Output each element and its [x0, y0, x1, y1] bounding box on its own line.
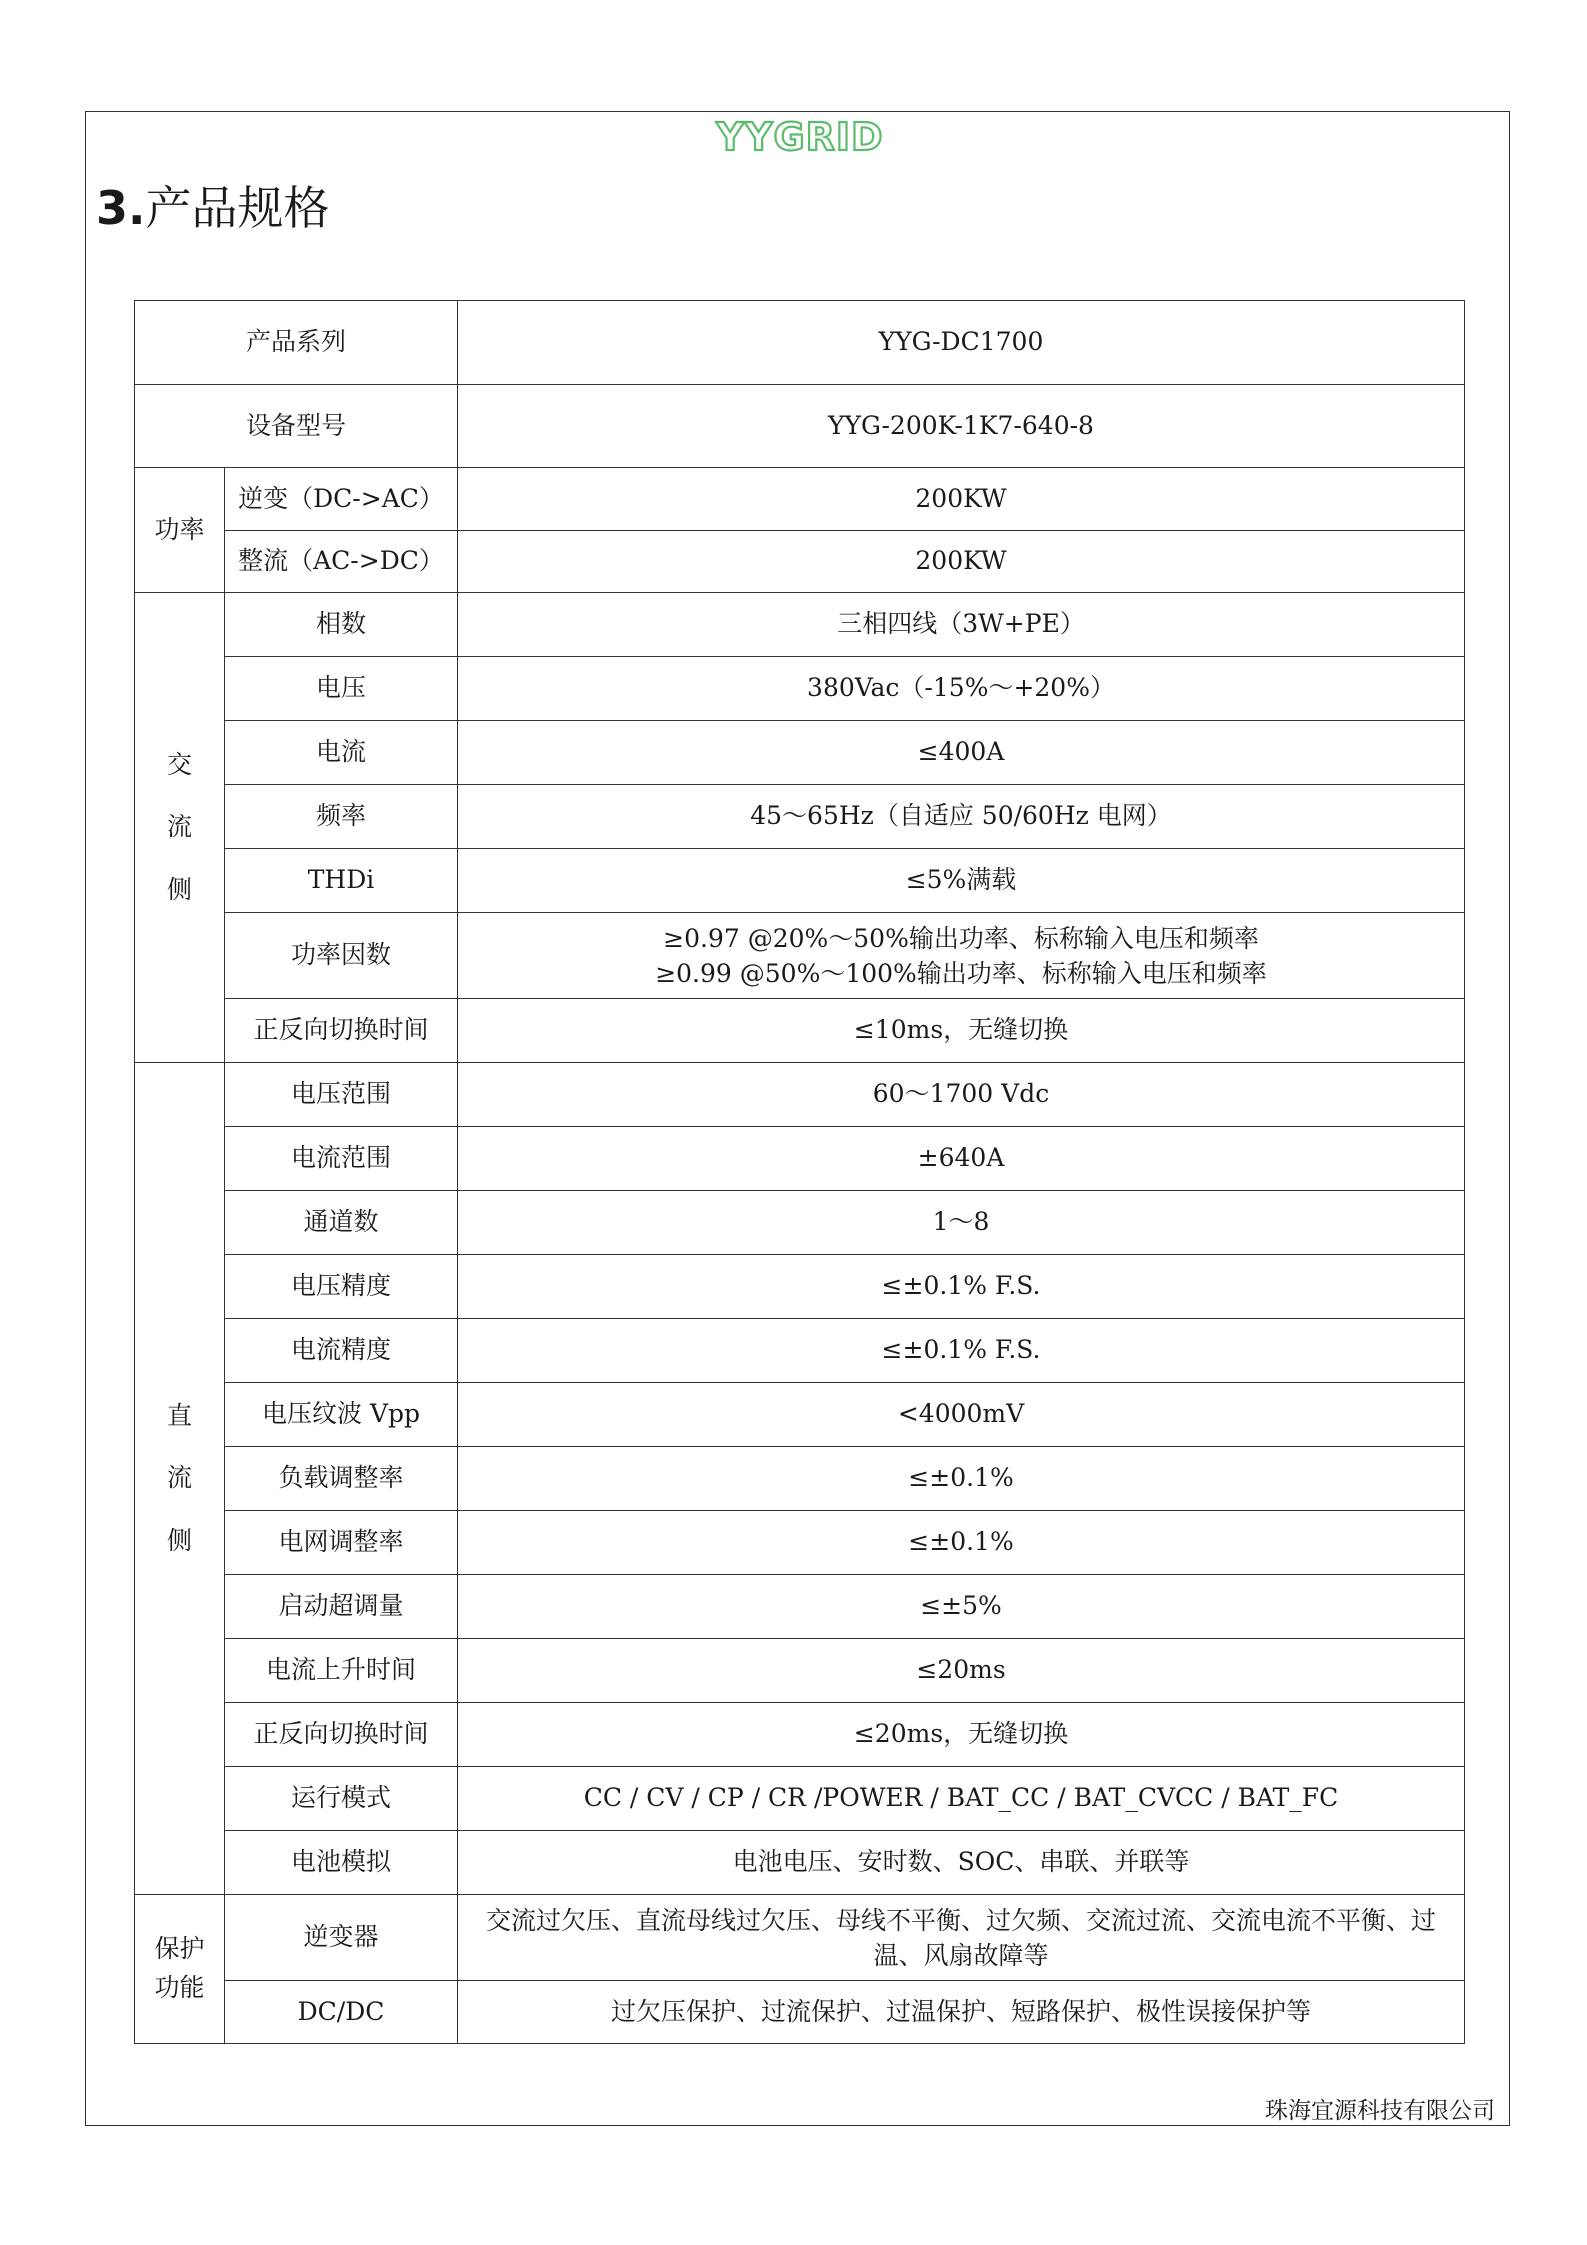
- row-label: 电流范围: [225, 1127, 458, 1191]
- row-label: 产品系列: [135, 301, 458, 385]
- table-row: [135, 1191, 1465, 1255]
- row-value: ≤±0.1%: [458, 1447, 1465, 1511]
- table-row: [135, 1319, 1465, 1383]
- table-row: [135, 1447, 1465, 1511]
- row-label: 电流精度: [225, 1319, 458, 1383]
- logo-text: YYGRID: [716, 115, 884, 158]
- table-row: [135, 1575, 1465, 1639]
- row-value-line: ≥0.99 @50%～100%输出功率、标称输入电压和频率: [655, 958, 1267, 988]
- row-label: 电流: [225, 721, 458, 785]
- table-row: [135, 657, 1465, 721]
- row-label: 相数: [225, 593, 458, 657]
- ac-group-char: 流: [166, 812, 192, 842]
- row-value: 交流过欠压、直流母线过欠压、母线不平衡、过欠频、交流过流、交流电流不平衡、过温、风扇故障等: [458, 1895, 1465, 1981]
- table-row: [135, 999, 1465, 1063]
- row-label: 电池模拟: [225, 1831, 458, 1895]
- row-value: [458, 913, 1465, 999]
- row-value: <4000mV: [458, 1383, 1465, 1447]
- row-value: YYG-DC1700: [458, 301, 1465, 385]
- power-group-label: 功率: [135, 468, 225, 593]
- table-row: [135, 1127, 1465, 1191]
- ac-group-char: 交: [166, 749, 192, 779]
- row-value: ≤20ms，无缝切换: [458, 1703, 1465, 1767]
- row-value: ≤10ms，无缝切换: [458, 999, 1465, 1063]
- row-value: 45～65Hz（自适应 50/60Hz 电网）: [458, 785, 1465, 849]
- row-value: 380Vac（-15%～+20%）: [458, 657, 1465, 721]
- spec-table: [134, 300, 1465, 2044]
- table-row: [135, 1895, 1465, 1981]
- row-label: 频率: [225, 785, 458, 849]
- dc-group-char: 直: [166, 1400, 192, 1430]
- row-label: DC/DC: [225, 1981, 458, 2044]
- table-row: [135, 785, 1465, 849]
- row-value: ±640A: [458, 1127, 1465, 1191]
- dc-group-char: 侧: [166, 1525, 192, 1555]
- protection-group-line1: 保护: [154, 1934, 205, 1964]
- table-row: [135, 301, 1465, 385]
- row-value: ≤±0.1% F.S.: [458, 1255, 1465, 1319]
- footer-company: 珠海宜源科技有限公司: [1265, 2098, 1495, 2124]
- table-row: [135, 385, 1465, 468]
- table-row: [135, 531, 1465, 593]
- table-row: [135, 593, 1465, 657]
- table-row: [135, 1639, 1465, 1703]
- yygrid-logo: [700, 114, 900, 158]
- row-label: 电压纹波 Vpp: [225, 1383, 458, 1447]
- row-label: 整流（AC->DC）: [225, 531, 458, 593]
- ac-group-char: 侧: [166, 874, 192, 904]
- protection-group-label: [135, 1895, 225, 2044]
- ac-group-label: [135, 593, 225, 1063]
- row-value: 过欠压保护、过流保护、过温保护、短路保护、极性误接保护等: [458, 1981, 1465, 2044]
- table-row: [135, 1063, 1465, 1127]
- row-label: 功率因数: [225, 913, 458, 999]
- row-value: 200KW: [458, 468, 1465, 531]
- table-row: [135, 1383, 1465, 1447]
- table-row: [135, 1703, 1465, 1767]
- row-value: ≤±0.1% F.S.: [458, 1319, 1465, 1383]
- row-value: ≤5%满载: [458, 849, 1465, 913]
- section-heading: 产品规格: [145, 181, 330, 235]
- section-title: [96, 172, 329, 238]
- row-value: 1～8: [458, 1191, 1465, 1255]
- row-label: 电流上升时间: [225, 1639, 458, 1703]
- row-value: ≤±5%: [458, 1575, 1465, 1639]
- row-label: 启动超调量: [225, 1575, 458, 1639]
- row-label: 负载调整率: [225, 1447, 458, 1511]
- row-label: 逆变器: [225, 1895, 458, 1981]
- row-value: 60～1700 Vdc: [458, 1063, 1465, 1127]
- row-value: ≤400A: [458, 721, 1465, 785]
- row-value-line: ≥0.97 @20%～50%输出功率、标称输入电压和频率: [663, 923, 1259, 953]
- table-row: [135, 1255, 1465, 1319]
- row-label: 运行模式: [225, 1767, 458, 1831]
- section-number: 3.: [96, 181, 146, 235]
- row-value: YYG-200K-1K7-640-8: [458, 385, 1465, 468]
- table-row: [135, 1831, 1465, 1895]
- protection-group-line2: 功能: [154, 1973, 205, 2002]
- table-row: [135, 721, 1465, 785]
- dc-group-char: 流: [166, 1463, 192, 1493]
- row-label: 正反向切换时间: [225, 999, 458, 1063]
- row-label: 电压: [225, 657, 458, 721]
- table-row: [135, 1981, 1465, 2044]
- row-label: 通道数: [225, 1191, 458, 1255]
- table-row: [135, 468, 1465, 531]
- row-label: 逆变（DC->AC）: [225, 468, 458, 531]
- row-value: 200KW: [458, 531, 1465, 593]
- row-value: ≤±0.1%: [458, 1511, 1465, 1575]
- dc-group-label: [135, 1063, 225, 1895]
- row-label: 正反向切换时间: [225, 1703, 458, 1767]
- table-row: [135, 913, 1465, 999]
- row-value: ≤20ms: [458, 1639, 1465, 1703]
- row-value: CC / CV / CP / CR /POWER / BAT_CC / BAT_CVCC / BAT_FC: [458, 1767, 1465, 1831]
- table-row: [135, 1511, 1465, 1575]
- row-label: 电压精度: [225, 1255, 458, 1319]
- row-value: 三相四线（3W+PE）: [458, 593, 1465, 657]
- row-label: 电网调整率: [225, 1511, 458, 1575]
- row-label: 电压范围: [225, 1063, 458, 1127]
- table-row: [135, 849, 1465, 913]
- row-label: THDi: [225, 849, 458, 913]
- row-value: 电池电压、安时数、SOC、串联、并联等: [458, 1831, 1465, 1895]
- row-label: 设备型号: [135, 385, 458, 468]
- table-row: [135, 1767, 1465, 1831]
